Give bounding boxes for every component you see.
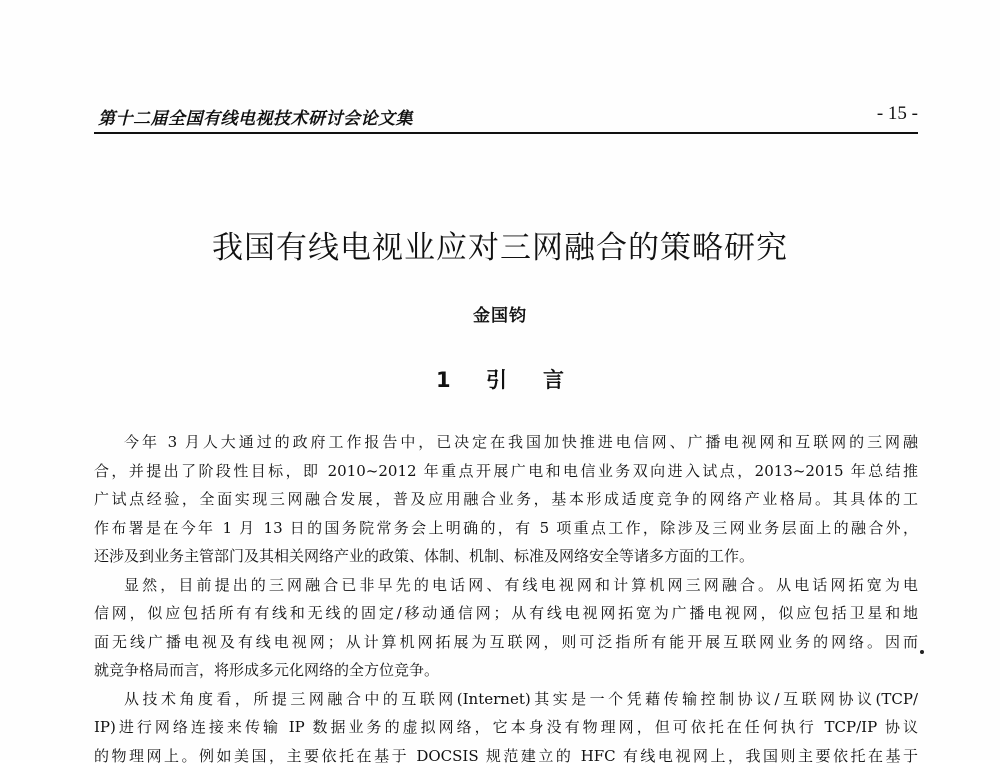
paragraph-line: 的物理网上。例如美国，主要依托在基于 DOCSIS 规范建立的 HFC 有线电视网上，我国则主要依托在基于 [94,742,918,770]
author-name: 金国钧 [0,301,1000,326]
paragraph-line: 从技术角度看，所提三网融合中的互联网(Internet)其实是一个凭藉传输控制协议/互联网协议(TCP/ [94,685,918,714]
scan-dot-mark [920,650,924,654]
section-heading [0,364,1000,394]
article-title: 我国有线电视业应对三网融合的策略研究 [0,222,1000,267]
paragraph-line: 显然，目前提出的三网融合已非早先的电话网、有线电视网和计算机网三网融合。从电话网拓宽为电 [94,571,918,600]
paragraph-line: 作布署是在今年 1 月 13 日的国务院常务会上明确的，有 5 项重点工作，除涉及三网业务层面上的融合外， [94,514,918,543]
body-text [94,428,918,770]
section-title: 引言 [486,364,600,394]
paragraph-line: 广试点经验，全面实现三网融合发展，普及应用融合业务，基本形成适度竞争的网络产业格局。其具体的工 [94,485,918,514]
paragraph-line: 面无线广播电视及有线电视网；从计算机网拓展为互联网，则可泛指所有能开展互联网业务的网络。因而 [94,628,918,657]
section-number: 1 [436,368,451,392]
paragraph-line: 还涉及到业务主管部门及其相关网络产业的政策、体制、机制、标准及网络安全等诸多方面的工作。 [94,542,918,571]
paragraph-line: 合，并提出了阶段性目标，即 2010~2012 年重点开展广电和电信业务双向进入试点，2013~2015 年总结推 [94,457,918,486]
paragraph-line: 今年 3 月人大通过的政府工作报告中，已决定在我国加快推进电信网、广播电视网和互联网的三网融 [94,428,918,457]
paragraph-line: IP)进行网络连接来传输 IP 数据业务的虚拟网络，它本身没有物理网，但可依托在任何执行 TCP/IP 协议 [94,713,918,742]
paragraph-line: 信网，似应包括所有有线和无线的固定/移动通信网；从有线电视网拓宽为广播电视网，似应包括卫星和地 [94,599,918,628]
journal-title: 第十二届全国有线电视技术研讨会论文集 [98,104,413,129]
paragraph-line: 就竞争格局而言，将形成多元化网络的全方位竞争。 [94,656,918,685]
page-number: - 15 - [877,103,918,125]
running-head [94,98,918,134]
